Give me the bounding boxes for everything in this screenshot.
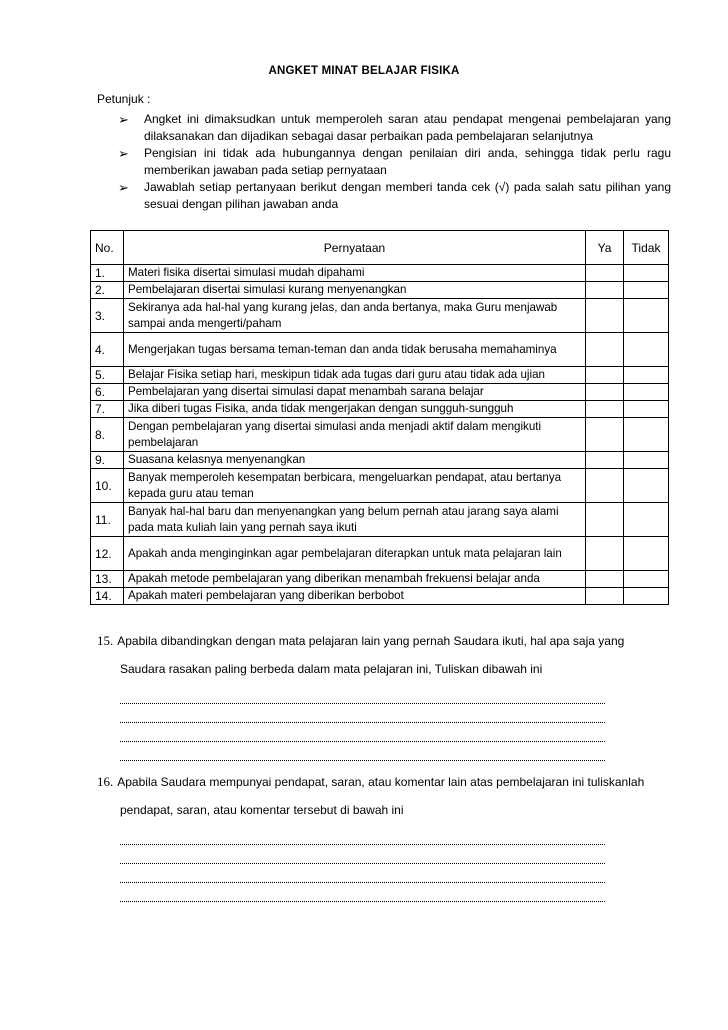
row-statement: Pembelajaran disertai simulasi kurang menyenangkan xyxy=(124,282,586,299)
instruction-item: ➢ Jawablah setiap pertanyaan berikut dengan memberi tanda cek (√) pada salah satu pilihan yang sesuai dengan pilihan jawaban anda xyxy=(118,180,671,211)
answer-lines[interactable] xyxy=(97,826,672,902)
table-row xyxy=(91,537,669,571)
table-row xyxy=(91,571,669,588)
header-statement: Pernyataan xyxy=(124,231,586,265)
answer-yes-cell[interactable] xyxy=(586,418,624,452)
row-statement: Suasana kelasnya menyenangkan xyxy=(124,452,586,469)
instruction-item: ➢ Pengisian ini tidak ada hubungannya dengan penilaian diri anda, sehingga tidak perlu ragu memberikan jawaban pada setiap pernyataan xyxy=(118,146,671,177)
answer-line[interactable] xyxy=(120,845,605,864)
row-statement: Sekiranya ada hal-hal yang kurang jelas, dan anda bertanya, maka Guru menjawab sampai anda mengerti/paham xyxy=(124,299,586,333)
answer-yes-cell[interactable] xyxy=(586,367,624,384)
row-number: 4. xyxy=(91,333,124,367)
answer-no-cell[interactable] xyxy=(624,299,669,333)
answer-line[interactable] xyxy=(120,685,605,704)
row-number: 6. xyxy=(91,384,124,401)
answer-no-cell[interactable] xyxy=(624,367,669,384)
answer-yes-cell[interactable] xyxy=(586,503,624,537)
answer-yes-cell[interactable] xyxy=(586,333,624,367)
table-row xyxy=(91,503,669,537)
answer-lines[interactable] xyxy=(97,685,672,761)
row-number: 5. xyxy=(91,367,124,384)
answer-yes-cell[interactable] xyxy=(586,571,624,588)
row-statement: Dengan pembelajaran yang disertai simulasi anda menjadi aktif dalam mengikuti pembelajaran xyxy=(124,418,586,452)
answer-no-cell[interactable] xyxy=(624,452,669,469)
questionnaire-table xyxy=(90,230,669,605)
table-row xyxy=(91,367,669,384)
essay-question-15 xyxy=(97,631,672,761)
answer-yes-cell[interactable] xyxy=(586,282,624,299)
row-statement: Apakah materi pembelajaran yang diberikan berbobot xyxy=(124,588,586,605)
header-no: No. xyxy=(91,231,124,265)
answer-yes-cell[interactable] xyxy=(586,265,624,282)
question-text-continued: Saudara rasakan paling berbeda dalam mata pelajaran ini, Tuliskan dibawah ini xyxy=(120,662,543,676)
answer-no-cell[interactable] xyxy=(624,401,669,418)
answer-no-cell[interactable] xyxy=(624,282,669,299)
question-text: Apabila Saudara mempunyai pendapat, saran, atau komentar lain atas pembelajaran ini tuliskanlah xyxy=(117,775,645,789)
row-number: 8. xyxy=(91,418,124,452)
answer-yes-cell[interactable] xyxy=(586,537,624,571)
table-row xyxy=(91,452,669,469)
instructions-label: Petunjuk : xyxy=(97,92,151,106)
answer-no-cell[interactable] xyxy=(624,384,669,401)
row-statement: Pembelajaran yang disertai simulasi dapat menambah sarana belajar xyxy=(124,384,586,401)
instructions-list xyxy=(118,111,671,213)
answer-no-cell[interactable] xyxy=(624,265,669,282)
question-text-continued: pendapat, saran, atau komentar tersebut di bawah ini xyxy=(120,803,404,817)
row-number: 2. xyxy=(91,282,124,299)
table-row xyxy=(91,384,669,401)
answer-yes-cell[interactable] xyxy=(586,401,624,418)
row-statement: Materi fisika disertai simulasi mudah dipahami xyxy=(124,265,586,282)
row-number: 12. xyxy=(91,537,124,571)
page-title: ANGKET MINAT BELAJAR FISIKA xyxy=(268,65,460,77)
answer-no-cell[interactable] xyxy=(624,571,669,588)
instruction-item: ➢ Angket ini dimaksudkan untuk memperoleh saran atau pendapat mengenai pembelajaran yang dilaksanakan dan dijadikan sebagai dasar perbaikan pada pembelajaran selanjutnya xyxy=(118,112,671,143)
question-number: 15. xyxy=(97,633,114,648)
row-number: 14. xyxy=(91,588,124,605)
table-row xyxy=(91,588,669,605)
row-number: 10. xyxy=(91,469,124,503)
row-number: 11. xyxy=(91,503,124,537)
row-statement: Banyak hal-hal baru dan menyenangkan yang belum pernah atau jarang saya alami pada mata kuliah lain yang pernah saya ikuti xyxy=(124,503,586,537)
answer-line[interactable] xyxy=(120,723,605,742)
answer-no-cell[interactable] xyxy=(624,537,669,571)
answer-line[interactable] xyxy=(120,864,605,883)
answer-no-cell[interactable] xyxy=(624,333,669,367)
row-statement: Belajar Fisika setiap hari, meskipun tidak ada tugas dari guru atau tidak ada ujian xyxy=(124,367,586,384)
row-statement: Jika diberi tugas Fisika, anda tidak mengerjakan dengan sungguh-sungguh xyxy=(124,401,586,418)
arrow-bullet-icon: ➢ xyxy=(118,112,129,127)
table-row xyxy=(91,299,669,333)
answer-line[interactable] xyxy=(120,826,605,845)
answer-line[interactable] xyxy=(120,704,605,723)
arrow-bullet-icon: ➢ xyxy=(118,180,129,195)
answer-yes-cell[interactable] xyxy=(586,469,624,503)
question-text: Apabila dibandingkan dengan mata pelajaran lain yang pernah Saudara ikuti, hal apa saja yang xyxy=(117,634,625,648)
answer-line[interactable] xyxy=(120,883,605,902)
table-row xyxy=(91,265,669,282)
answer-yes-cell[interactable] xyxy=(586,384,624,401)
row-statement: Apakah metode pembelajaran yang diberikan menambah frekuensi belajar anda xyxy=(124,571,586,588)
header-yes: Ya xyxy=(586,231,624,265)
row-number: 9. xyxy=(91,452,124,469)
answer-yes-cell[interactable] xyxy=(586,588,624,605)
table-row xyxy=(91,418,669,452)
arrow-bullet-icon: ➢ xyxy=(118,146,129,161)
table-row xyxy=(91,282,669,299)
table-row xyxy=(91,401,669,418)
answer-line[interactable] xyxy=(120,742,605,761)
row-statement: Apakah anda menginginkan agar pembelajaran diterapkan untuk mata pelajaran lain xyxy=(124,537,586,571)
row-statement: Banyak memperoleh kesempatan berbicara, mengeluarkan pendapat, atau bertanya kepada guru atau teman xyxy=(124,469,586,503)
table-row xyxy=(91,469,669,503)
answer-no-cell[interactable] xyxy=(624,503,669,537)
question-number: 16. xyxy=(97,774,114,789)
row-number: 13. xyxy=(91,571,124,588)
row-statement: Mengerjakan tugas bersama teman-teman dan anda tidak berusaha memahaminya xyxy=(124,333,586,367)
row-number: 1. xyxy=(91,265,124,282)
row-number: 3. xyxy=(91,299,124,333)
answer-yes-cell[interactable] xyxy=(586,452,624,469)
row-number: 7. xyxy=(91,401,124,418)
header-no-answer: Tidak xyxy=(624,231,669,265)
answer-no-cell[interactable] xyxy=(624,588,669,605)
essay-question-16 xyxy=(97,772,672,902)
answer-yes-cell[interactable] xyxy=(586,299,624,333)
answer-no-cell[interactable] xyxy=(624,418,669,452)
table-row xyxy=(91,333,669,367)
answer-no-cell[interactable] xyxy=(624,469,669,503)
